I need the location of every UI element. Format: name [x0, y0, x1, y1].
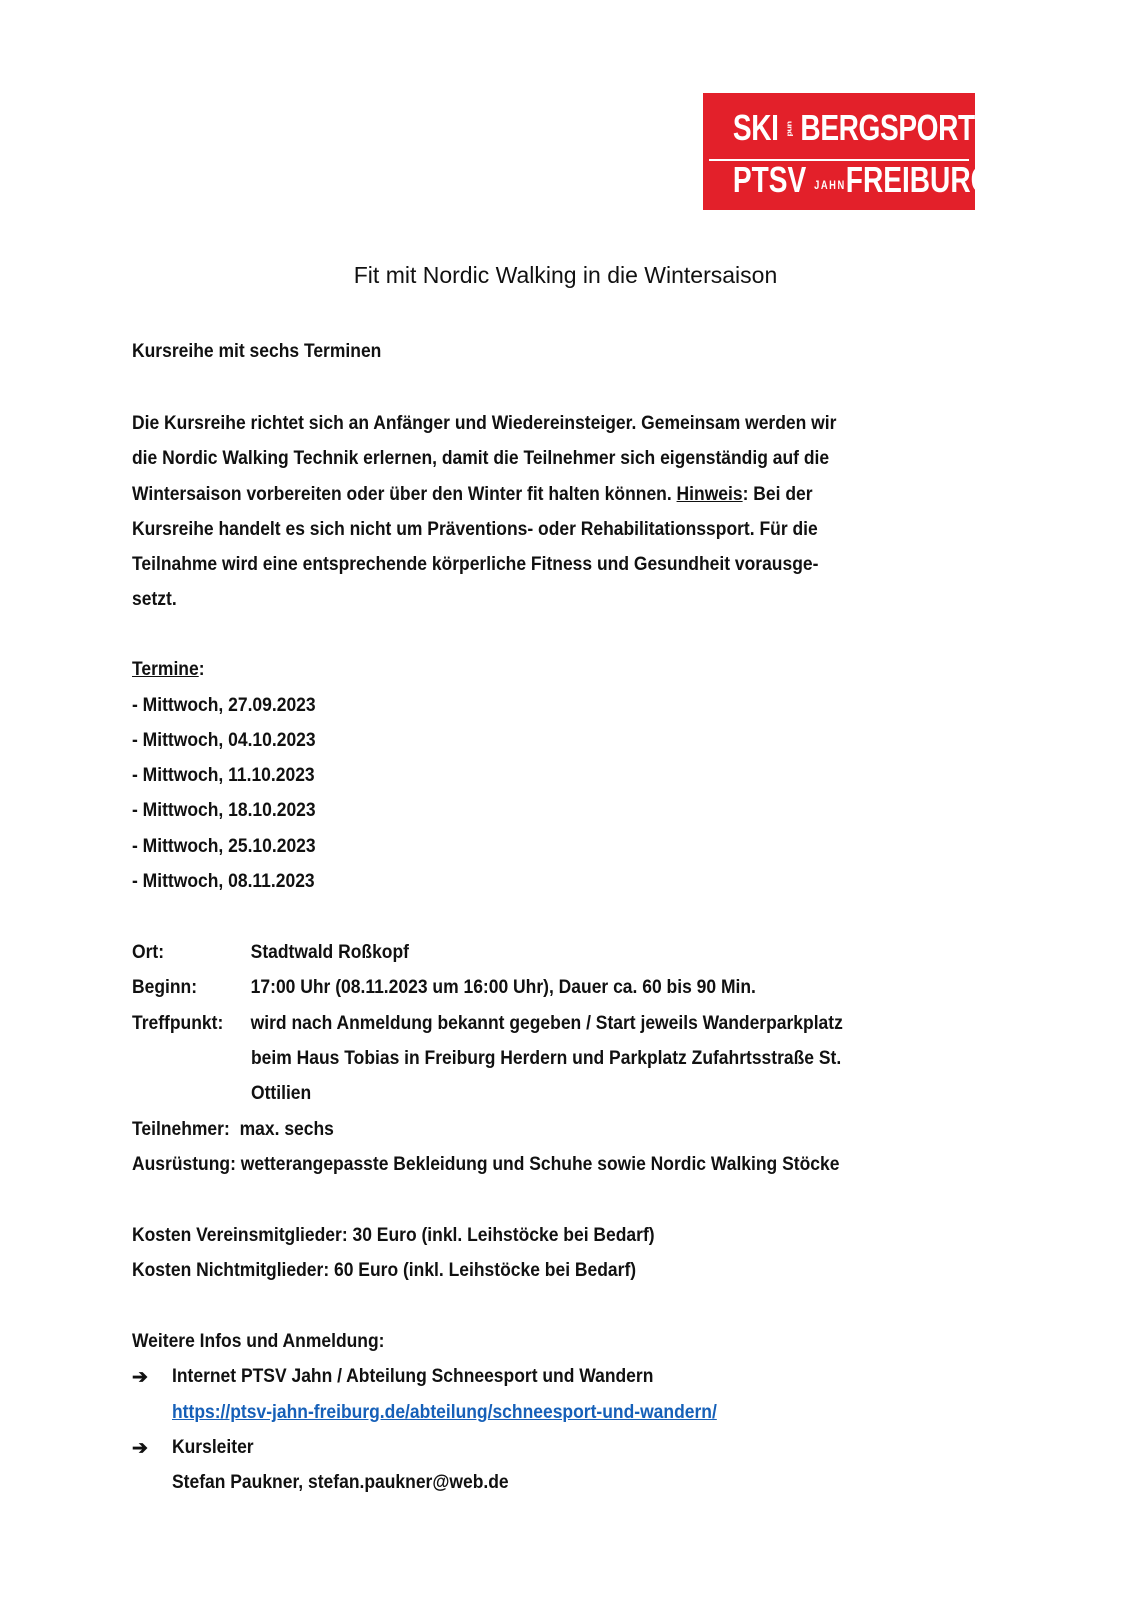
document-title: Fit mit Nordic Walking in die Wintersaison [353, 262, 778, 288]
arrow-right-icon: ➔ [132, 1367, 148, 1388]
termin-item: - Mittwoch, 08.11.2023 [132, 871, 315, 892]
intro-text: Wintersaison vorbereiten oder über den Winter fit halten können. [132, 483, 677, 505]
detail-value: wird nach Anmeldung bekannt gegeben / Start jeweils Wanderparkplatz [250, 1013, 843, 1034]
termin-item: - Mittwoch, 25.10.2023 [132, 836, 316, 857]
detail-value: wetterangepasste Bekleidung und Schuhe sowie Nordic Walking Stöcke [240, 1154, 840, 1175]
detail-value: max. sechs [239, 1119, 334, 1140]
detail-value-continued: beim Haus Tobias in Freiburg Herdern und Parkplatz Zufahrtsstraße St. [251, 1048, 842, 1069]
logo-text-ski: SKI [732, 107, 779, 148]
intro-line: Teilnahme wird eine entsprechende körperliche Fitness und Gesundheit vorausge- [132, 554, 819, 576]
termine-label: Termine [132, 659, 199, 680]
detail-value-continued: Ottilien [251, 1083, 312, 1104]
intro-line: setzt. [132, 589, 177, 611]
hinweis-label: Hinweis [676, 483, 743, 505]
logo-line-1 [732, 107, 975, 149]
subtitle: Kursreihe mit sechs Terminen [132, 341, 382, 362]
kosten-mitglieder: Kosten Vereinsmitglieder: 30 Euro (inkl. Leihstöcke bei Bedarf) [132, 1225, 655, 1246]
intro-text: : Bei der [742, 483, 813, 505]
intro-line: die Nordic Walking Technik erlernen, damit die Teilnehmer sich eigenständig auf die [132, 448, 830, 470]
detail-ort [132, 942, 409, 964]
intro-paragraph [132, 406, 1032, 618]
logo-text-jahn: JAHN [814, 178, 846, 192]
detail-value: Stadtwald Roßkopf [250, 942, 409, 963]
club-logo [703, 93, 993, 210]
detail-label: Ort: [132, 942, 165, 963]
termine-heading [132, 659, 205, 681]
logo-text-und: und [785, 121, 794, 136]
intro-line [132, 477, 960, 512]
detail-beginn [132, 977, 756, 999]
detail-label: Treffpunkt: [132, 1013, 224, 1034]
info-internet: Internet PTSV Jahn / Abteilung Schneesport und Wandern [172, 1366, 654, 1387]
info-kursleiter: Kursleiter [172, 1437, 254, 1458]
termine-colon: : [198, 659, 205, 680]
detail-label: Teilnehmer: [132, 1119, 230, 1140]
detail-label: Beginn: [132, 977, 198, 998]
termin-item: - Mittwoch, 11.10.2023 [132, 765, 315, 786]
website-link-wrapper [172, 1402, 717, 1424]
logo-text-freiburg: FREIBURG [845, 159, 993, 200]
detail-label: Ausrüstung: [132, 1154, 236, 1175]
intro-line: Die Kursreihe richtet sich an Anfänger und Wiedereinsteiger. Gemeinsam werden wir [132, 413, 837, 434]
detail-value: 17:00 Uhr (08.11.2023 um 16:00 Uhr), Dauer ca. 60 bis 90 Min. [250, 977, 756, 998]
termin-item: - Mittwoch, 04.10.2023 [132, 730, 316, 751]
intro-line: Kursreihe handelt es sich nicht um Präventions- oder Rehabilitationssport. Für die [132, 518, 818, 540]
website-link[interactable]: https://ptsv-jahn-freiburg.de/abteilung/schneesport-und-wandern/ [172, 1402, 717, 1423]
detail-teilnehmer [132, 1119, 334, 1141]
info-contact: Stefan Paukner, stefan.paukner@web.de [172, 1472, 509, 1493]
detail-treffpunkt [132, 1013, 843, 1035]
info-heading: Weitere Infos und Anmeldung: [132, 1331, 385, 1352]
termin-item: - Mittwoch, 27.09.2023 [132, 695, 316, 716]
arrow-right-icon: ➔ [132, 1438, 148, 1459]
detail-ausruestung [132, 1154, 839, 1176]
logo-text-bergsport: BERGSPORT [800, 107, 975, 148]
termin-item: - Mittwoch, 18.10.2023 [132, 800, 316, 821]
kosten-nichtmitglieder: Kosten Nichtmitglieder: 60 Euro (inkl. Leihstöcke bei Bedarf) [132, 1260, 637, 1281]
logo-text-ptsv: PTSV [732, 159, 807, 200]
logo-line-2 [732, 159, 993, 201]
